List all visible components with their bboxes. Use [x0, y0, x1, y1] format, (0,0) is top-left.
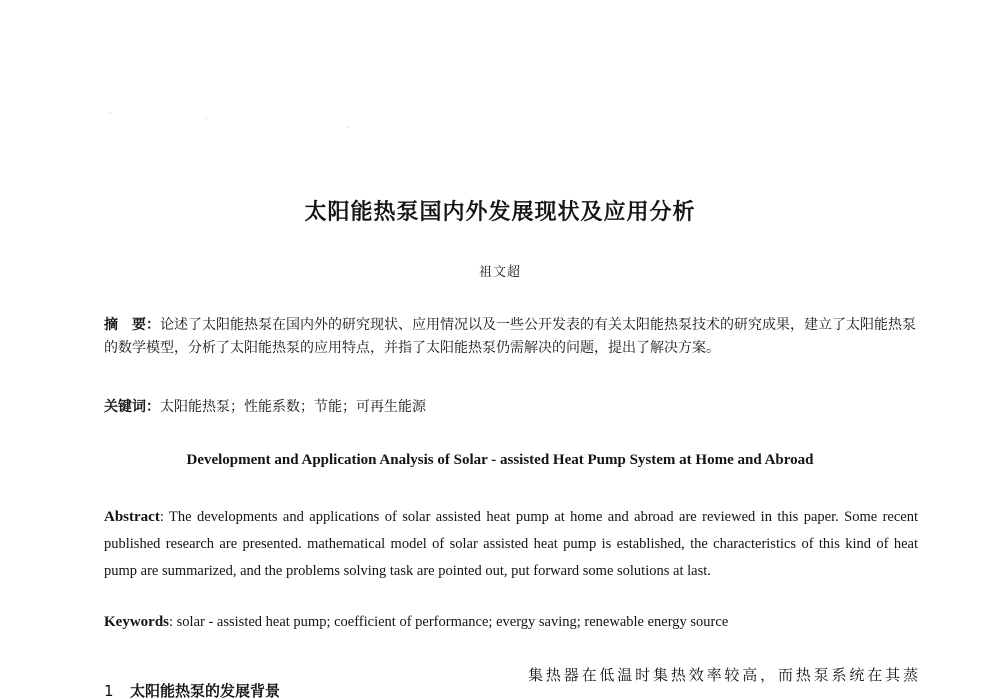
paper-title: 太阳能热泵国内外发展现状及应用分析	[304, 200, 696, 225]
english-abstract	[104, 504, 918, 585]
chinese-abstract-text: 论述了太阳能热泵在国内外的研究现状、应用情况以及一些公开发表的有关太阳能热泵技术的研究成果，建立了太阳能热泵的数学模型，分析了太阳能热泵的应用特点，并指了太阳能热泵仍需解决的问题，提出了解决方案。	[104, 317, 916, 356]
chinese-keywords-label: 关键词：	[104, 399, 160, 415]
english-keywords-text: solar - assisted heat pump; coefficient of performance; evergy saving; renewable energy source	[176, 614, 729, 630]
chinese-keywords-text: 太阳能热泵；性能系数；节能；可再生能源	[160, 399, 426, 415]
section-1-heading-text: 太阳能热泵的发展背景	[130, 682, 281, 699]
english-title: Development and Application Analysis of Solar - assisted Heat Pump System at Home and Abroad	[186, 452, 814, 468]
chinese-abstract	[104, 314, 916, 360]
english-abstract-text: The developments and applications of solar assisted heat pump at home and abroad are reviewed in this paper. Some recent published research are presented. mathematical model of solar assisted heat pump is established, the characteristics of this kind of heat pump are summarized, and the problems solving task are pointed out, put forward some solutions at last.	[104, 509, 918, 579]
english-keywords-separator: :	[169, 614, 177, 630]
chinese-keywords	[104, 397, 916, 417]
section-1-number: 1	[104, 682, 114, 699]
english-abstract-label: Abstract	[104, 509, 160, 525]
scan-speck	[348, 127, 349, 128]
english-abstract-separator: :	[159, 509, 170, 525]
english-keywords-label: Keywords	[104, 614, 169, 630]
author-name: 祖文超	[478, 265, 521, 280]
body-text-right-column: 集热器在低温时集热效率较高，而热泵系统在其蒸	[528, 666, 918, 684]
scan-speck	[206, 118, 207, 119]
chinese-abstract-label: 摘 要：	[104, 317, 160, 333]
section-1-heading	[104, 680, 280, 699]
scan-speck	[110, 112, 111, 113]
english-keywords	[104, 611, 918, 633]
